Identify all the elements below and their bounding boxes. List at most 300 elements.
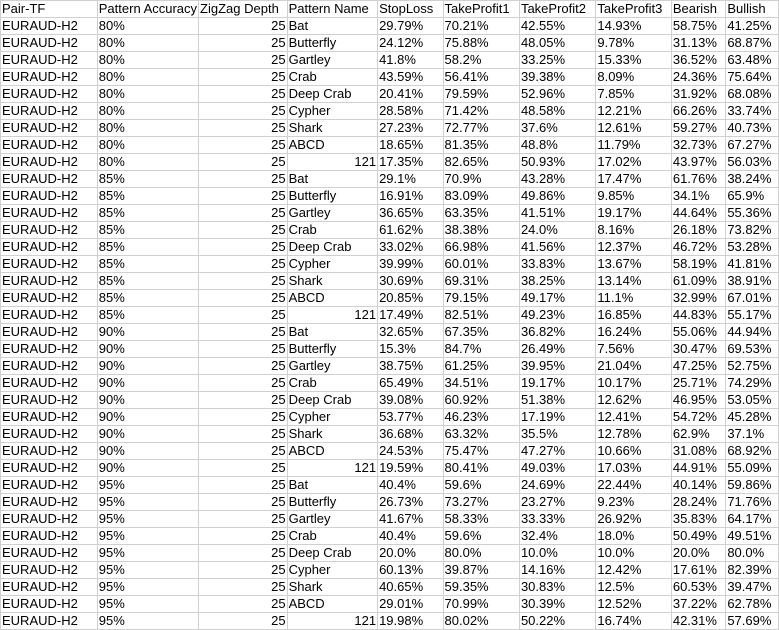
cell-zigzag-depth[interactable]: 25 xyxy=(199,358,288,375)
cell-zigzag-depth[interactable]: 25 xyxy=(199,120,288,137)
cell-zigzag-depth[interactable]: 25 xyxy=(199,103,288,120)
cell-bullish[interactable]: 75.64% xyxy=(726,69,779,86)
header-cell-stoploss[interactable]: StopLoss xyxy=(378,1,443,18)
cell-pattern-accuracy[interactable]: 80% xyxy=(97,103,198,120)
cell-bullish[interactable]: 55.17% xyxy=(726,307,779,324)
cell-pattern-accuracy[interactable]: 95% xyxy=(97,545,198,562)
cell-bearish[interactable]: 42.31% xyxy=(671,613,725,630)
cell-takeprofit1[interactable]: 79.59% xyxy=(443,86,519,103)
cell-takeprofit1[interactable]: 38.38% xyxy=(443,222,519,239)
cell-bullish[interactable]: 41.25% xyxy=(726,18,779,35)
cell-takeprofit2[interactable]: 42.55% xyxy=(519,18,595,35)
cell-takeprofit3[interactable]: 10.66% xyxy=(596,443,671,460)
cell-bearish[interactable]: 32.73% xyxy=(671,137,725,154)
cell-zigzag-depth[interactable]: 25 xyxy=(199,137,288,154)
cell-takeprofit2[interactable]: 14.16% xyxy=(519,562,595,579)
cell-takeprofit1[interactable]: 46.23% xyxy=(443,409,519,426)
cell-stoploss[interactable]: 16.91% xyxy=(378,188,443,205)
cell-bullish[interactable]: 39.47% xyxy=(726,579,779,596)
cell-bearish[interactable]: 35.83% xyxy=(671,511,725,528)
cell-bullish[interactable]: 44.94% xyxy=(726,324,779,341)
cell-pattern-accuracy[interactable]: 85% xyxy=(97,307,198,324)
cell-bullish[interactable]: 69.53% xyxy=(726,341,779,358)
cell-stoploss[interactable]: 29.01% xyxy=(378,596,443,613)
cell-bearish[interactable]: 40.14% xyxy=(671,477,725,494)
cell-pattern-accuracy[interactable]: 95% xyxy=(97,562,198,579)
cell-bearish[interactable]: 20.0% xyxy=(671,545,725,562)
cell-takeprofit2[interactable]: 48.8% xyxy=(519,137,595,154)
cell-zigzag-depth[interactable]: 25 xyxy=(199,579,288,596)
cell-takeprofit3[interactable]: 17.47% xyxy=(596,171,671,188)
cell-takeprofit2[interactable]: 47.27% xyxy=(519,443,595,460)
cell-takeprofit1[interactable]: 75.47% xyxy=(443,443,519,460)
cell-pattern-accuracy[interactable]: 85% xyxy=(97,205,198,222)
cell-stoploss[interactable]: 20.0% xyxy=(378,545,443,562)
cell-takeprofit1[interactable]: 70.99% xyxy=(443,596,519,613)
cell-takeprofit1[interactable]: 67.35% xyxy=(443,324,519,341)
cell-pattern-accuracy[interactable]: 90% xyxy=(97,392,198,409)
cell-takeprofit2[interactable]: 39.95% xyxy=(519,358,595,375)
cell-pattern-name[interactable]: Deep Crab xyxy=(287,392,378,409)
cell-zigzag-depth[interactable]: 25 xyxy=(199,392,288,409)
cell-bearish[interactable]: 58.75% xyxy=(671,18,725,35)
header-cell-bearish[interactable]: Bearish xyxy=(671,1,725,18)
cell-pattern-accuracy[interactable]: 80% xyxy=(97,154,198,171)
cell-takeprofit2[interactable]: 41.56% xyxy=(519,239,595,256)
cell-pair-tf[interactable]: EURAUD-H2 xyxy=(1,392,98,409)
cell-pattern-accuracy[interactable]: 90% xyxy=(97,324,198,341)
cell-stoploss[interactable]: 20.41% xyxy=(378,86,443,103)
cell-pair-tf[interactable]: EURAUD-H2 xyxy=(1,171,98,188)
cell-pair-tf[interactable]: EURAUD-H2 xyxy=(1,52,98,69)
cell-takeprofit3[interactable]: 21.04% xyxy=(596,358,671,375)
cell-zigzag-depth[interactable]: 25 xyxy=(199,35,288,52)
cell-takeprofit3[interactable]: 14.93% xyxy=(596,18,671,35)
cell-takeprofit2[interactable]: 33.83% xyxy=(519,256,595,273)
cell-bearish[interactable]: 61.09% xyxy=(671,273,725,290)
cell-takeprofit3[interactable]: 8.16% xyxy=(596,222,671,239)
cell-zigzag-depth[interactable]: 25 xyxy=(199,154,288,171)
cell-pattern-name[interactable]: Deep Crab xyxy=(287,239,378,256)
cell-takeprofit2[interactable]: 30.83% xyxy=(519,579,595,596)
cell-zigzag-depth[interactable]: 25 xyxy=(199,307,288,324)
cell-pair-tf[interactable]: EURAUD-H2 xyxy=(1,35,98,52)
cell-takeprofit2[interactable]: 33.33% xyxy=(519,511,595,528)
cell-takeprofit3[interactable]: 12.61% xyxy=(596,120,671,137)
cell-stoploss[interactable]: 53.77% xyxy=(378,409,443,426)
cell-stoploss[interactable]: 19.98% xyxy=(378,613,443,630)
cell-takeprofit3[interactable]: 17.03% xyxy=(596,460,671,477)
cell-takeprofit3[interactable]: 12.52% xyxy=(596,596,671,613)
cell-pattern-accuracy[interactable]: 85% xyxy=(97,222,198,239)
cell-takeprofit2[interactable]: 37.6% xyxy=(519,120,595,137)
cell-takeprofit1[interactable]: 81.35% xyxy=(443,137,519,154)
cell-takeprofit1[interactable]: 60.01% xyxy=(443,256,519,273)
cell-takeprofit1[interactable]: 34.51% xyxy=(443,375,519,392)
cell-pattern-accuracy[interactable]: 85% xyxy=(97,290,198,307)
cell-takeprofit2[interactable]: 38.25% xyxy=(519,273,595,290)
cell-takeprofit1[interactable]: 80.41% xyxy=(443,460,519,477)
cell-bullish[interactable]: 65.9% xyxy=(726,188,779,205)
cell-pair-tf[interactable]: EURAUD-H2 xyxy=(1,494,98,511)
cell-stoploss[interactable]: 29.79% xyxy=(378,18,443,35)
cell-bearish[interactable]: 36.52% xyxy=(671,52,725,69)
cell-pattern-accuracy[interactable]: 80% xyxy=(97,69,198,86)
cell-takeprofit2[interactable]: 48.05% xyxy=(519,35,595,52)
cell-pattern-name[interactable]: Crab xyxy=(287,222,378,239)
cell-pattern-name[interactable]: Gartley xyxy=(287,205,378,222)
cell-pattern-name[interactable]: Crab xyxy=(287,375,378,392)
cell-pattern-accuracy[interactable]: 95% xyxy=(97,477,198,494)
cell-stoploss[interactable]: 15.3% xyxy=(378,341,443,358)
cell-takeprofit2[interactable]: 39.38% xyxy=(519,69,595,86)
cell-takeprofit2[interactable]: 36.82% xyxy=(519,324,595,341)
cell-stoploss[interactable]: 33.02% xyxy=(378,239,443,256)
cell-takeprofit1[interactable]: 82.51% xyxy=(443,307,519,324)
cell-bearish[interactable]: 61.76% xyxy=(671,171,725,188)
cell-stoploss[interactable]: 26.73% xyxy=(378,494,443,511)
cell-pair-tf[interactable]: EURAUD-H2 xyxy=(1,477,98,494)
cell-pattern-accuracy[interactable]: 90% xyxy=(97,426,198,443)
cell-takeprofit1[interactable]: 82.65% xyxy=(443,154,519,171)
cell-pair-tf[interactable]: EURAUD-H2 xyxy=(1,426,98,443)
cell-bullish[interactable]: 67.27% xyxy=(726,137,779,154)
cell-bullish[interactable]: 53.28% xyxy=(726,239,779,256)
cell-takeprofit2[interactable]: 24.69% xyxy=(519,477,595,494)
cell-pattern-name[interactable]: Butterfly xyxy=(287,494,378,511)
cell-pair-tf[interactable]: EURAUD-H2 xyxy=(1,545,98,562)
cell-bearish[interactable]: 47.25% xyxy=(671,358,725,375)
cell-pattern-accuracy[interactable]: 95% xyxy=(97,596,198,613)
cell-pattern-name[interactable]: Shark xyxy=(287,120,378,137)
cell-takeprofit1[interactable]: 79.15% xyxy=(443,290,519,307)
cell-takeprofit3[interactable]: 16.74% xyxy=(596,613,671,630)
cell-stoploss[interactable]: 27.23% xyxy=(378,120,443,137)
cell-takeprofit1[interactable]: 39.87% xyxy=(443,562,519,579)
cell-pair-tf[interactable]: EURAUD-H2 xyxy=(1,375,98,392)
cell-takeprofit1[interactable]: 58.33% xyxy=(443,511,519,528)
cell-stoploss[interactable]: 61.62% xyxy=(378,222,443,239)
cell-bullish[interactable]: 49.51% xyxy=(726,528,779,545)
cell-pair-tf[interactable]: EURAUD-H2 xyxy=(1,239,98,256)
cell-pattern-name[interactable]: Bat xyxy=(287,324,378,341)
cell-pattern-accuracy[interactable]: 80% xyxy=(97,18,198,35)
cell-stoploss[interactable]: 41.8% xyxy=(378,52,443,69)
cell-takeprofit2[interactable]: 23.27% xyxy=(519,494,595,511)
cell-zigzag-depth[interactable]: 25 xyxy=(199,613,288,630)
cell-takeprofit1[interactable]: 72.77% xyxy=(443,120,519,137)
cell-bullish[interactable]: 64.17% xyxy=(726,511,779,528)
cell-bearish[interactable]: 25.71% xyxy=(671,375,725,392)
cell-takeprofit3[interactable]: 12.41% xyxy=(596,409,671,426)
cell-stoploss[interactable]: 19.59% xyxy=(378,460,443,477)
cell-pattern-name[interactable]: Shark xyxy=(287,273,378,290)
cell-takeprofit3[interactable]: 26.92% xyxy=(596,511,671,528)
cell-zigzag-depth[interactable]: 25 xyxy=(199,477,288,494)
cell-bullish[interactable]: 59.86% xyxy=(726,477,779,494)
cell-pattern-accuracy[interactable]: 85% xyxy=(97,188,198,205)
cell-takeprofit3[interactable]: 13.67% xyxy=(596,256,671,273)
cell-takeprofit3[interactable]: 16.24% xyxy=(596,324,671,341)
cell-pattern-accuracy[interactable]: 80% xyxy=(97,35,198,52)
cell-bearish[interactable]: 43.97% xyxy=(671,154,725,171)
cell-bearish[interactable]: 31.92% xyxy=(671,86,725,103)
cell-bullish[interactable]: 57.69% xyxy=(726,613,779,630)
cell-pair-tf[interactable]: EURAUD-H2 xyxy=(1,358,98,375)
cell-pair-tf[interactable]: EURAUD-H2 xyxy=(1,222,98,239)
cell-bearish[interactable]: 34.1% xyxy=(671,188,725,205)
cell-bearish[interactable]: 28.24% xyxy=(671,494,725,511)
cell-takeprofit2[interactable]: 51.38% xyxy=(519,392,595,409)
header-cell-zigzag-depth[interactable]: ZigZag Depth xyxy=(199,1,288,18)
cell-pair-tf[interactable]: EURAUD-H2 xyxy=(1,324,98,341)
cell-stoploss[interactable]: 28.58% xyxy=(378,103,443,120)
cell-pattern-name[interactable]: ABCD xyxy=(287,290,378,307)
cell-takeprofit2[interactable]: 17.19% xyxy=(519,409,595,426)
cell-takeprofit1[interactable]: 63.32% xyxy=(443,426,519,443)
cell-takeprofit3[interactable]: 12.78% xyxy=(596,426,671,443)
cell-bearish[interactable]: 55.06% xyxy=(671,324,725,341)
cell-zigzag-depth[interactable]: 25 xyxy=(199,460,288,477)
cell-stoploss[interactable]: 39.99% xyxy=(378,256,443,273)
cell-takeprofit3[interactable]: 9.78% xyxy=(596,35,671,52)
cell-takeprofit1[interactable]: 83.09% xyxy=(443,188,519,205)
cell-stoploss[interactable]: 40.4% xyxy=(378,528,443,545)
cell-pattern-name[interactable]: Gartley xyxy=(287,358,378,375)
cell-takeprofit1[interactable]: 61.25% xyxy=(443,358,519,375)
cell-pattern-name[interactable]: Butterfly xyxy=(287,188,378,205)
cell-takeprofit2[interactable]: 43.28% xyxy=(519,171,595,188)
cell-takeprofit2[interactable]: 49.23% xyxy=(519,307,595,324)
header-cell-takeprofit3[interactable]: TakeProfit3 xyxy=(596,1,671,18)
cell-pattern-name[interactable]: Deep Crab xyxy=(287,86,378,103)
cell-bearish[interactable]: 46.95% xyxy=(671,392,725,409)
cell-takeprofit1[interactable]: 63.35% xyxy=(443,205,519,222)
cell-stoploss[interactable]: 17.49% xyxy=(378,307,443,324)
cell-takeprofit1[interactable]: 70.9% xyxy=(443,171,519,188)
cell-bullish[interactable]: 45.28% xyxy=(726,409,779,426)
cell-pattern-accuracy[interactable]: 90% xyxy=(97,443,198,460)
cell-stoploss[interactable]: 29.1% xyxy=(378,171,443,188)
cell-takeprofit3[interactable]: 12.37% xyxy=(596,239,671,256)
cell-bullish[interactable]: 37.1% xyxy=(726,426,779,443)
cell-zigzag-depth[interactable]: 25 xyxy=(199,188,288,205)
cell-zigzag-depth[interactable]: 25 xyxy=(199,18,288,35)
header-cell-bullish[interactable]: Bullish xyxy=(726,1,779,18)
cell-bullish[interactable]: 63.48% xyxy=(726,52,779,69)
cell-bearish[interactable]: 31.13% xyxy=(671,35,725,52)
cell-bearish[interactable]: 58.19% xyxy=(671,256,725,273)
cell-pattern-name[interactable]: Butterfly xyxy=(287,341,378,358)
cell-takeprofit3[interactable]: 12.42% xyxy=(596,562,671,579)
cell-takeprofit2[interactable]: 52.96% xyxy=(519,86,595,103)
cell-takeprofit2[interactable]: 10.0% xyxy=(519,545,595,562)
cell-takeprofit3[interactable]: 7.85% xyxy=(596,86,671,103)
cell-pair-tf[interactable]: EURAUD-H2 xyxy=(1,307,98,324)
cell-takeprofit3[interactable]: 13.14% xyxy=(596,273,671,290)
cell-bullish[interactable]: 74.29% xyxy=(726,375,779,392)
cell-pattern-accuracy[interactable]: 85% xyxy=(97,273,198,290)
cell-pattern-name[interactable]: 121 xyxy=(287,307,378,324)
cell-pattern-accuracy[interactable]: 85% xyxy=(97,256,198,273)
cell-pattern-name[interactable]: ABCD xyxy=(287,596,378,613)
cell-pair-tf[interactable]: EURAUD-H2 xyxy=(1,137,98,154)
cell-takeprofit2[interactable]: 35.5% xyxy=(519,426,595,443)
cell-stoploss[interactable]: 24.12% xyxy=(378,35,443,52)
cell-takeprofit2[interactable]: 50.93% xyxy=(519,154,595,171)
cell-takeprofit2[interactable]: 19.17% xyxy=(519,375,595,392)
cell-stoploss[interactable]: 38.75% xyxy=(378,358,443,375)
cell-bearish[interactable]: 62.9% xyxy=(671,426,725,443)
cell-takeprofit3[interactable]: 8.09% xyxy=(596,69,671,86)
cell-pattern-accuracy[interactable]: 80% xyxy=(97,52,198,69)
cell-bearish[interactable]: 50.49% xyxy=(671,528,725,545)
cell-bearish[interactable]: 44.83% xyxy=(671,307,725,324)
cell-bearish[interactable]: 66.26% xyxy=(671,103,725,120)
header-cell-pattern-name[interactable]: Pattern Name xyxy=(287,1,378,18)
header-cell-pair-tf[interactable]: Pair-TF xyxy=(1,1,98,18)
cell-stoploss[interactable]: 30.69% xyxy=(378,273,443,290)
cell-bearish[interactable]: 30.47% xyxy=(671,341,725,358)
cell-takeprofit1[interactable]: 80.0% xyxy=(443,545,519,562)
cell-zigzag-depth[interactable]: 25 xyxy=(199,256,288,273)
cell-bearish[interactable]: 24.36% xyxy=(671,69,725,86)
cell-takeprofit3[interactable]: 16.85% xyxy=(596,307,671,324)
cell-bearish[interactable]: 46.72% xyxy=(671,239,725,256)
cell-takeprofit1[interactable]: 60.92% xyxy=(443,392,519,409)
cell-stoploss[interactable]: 41.67% xyxy=(378,511,443,528)
cell-zigzag-depth[interactable]: 25 xyxy=(199,239,288,256)
cell-takeprofit1[interactable]: 70.21% xyxy=(443,18,519,35)
cell-bearish[interactable]: 37.22% xyxy=(671,596,725,613)
cell-pair-tf[interactable]: EURAUD-H2 xyxy=(1,273,98,290)
cell-takeprofit3[interactable]: 12.62% xyxy=(596,392,671,409)
cell-pair-tf[interactable]: EURAUD-H2 xyxy=(1,205,98,222)
cell-bullish[interactable]: 82.39% xyxy=(726,562,779,579)
cell-bullish[interactable]: 38.91% xyxy=(726,273,779,290)
cell-pattern-accuracy[interactable]: 80% xyxy=(97,120,198,137)
cell-pair-tf[interactable]: EURAUD-H2 xyxy=(1,528,98,545)
cell-pair-tf[interactable]: EURAUD-H2 xyxy=(1,18,98,35)
cell-pattern-name[interactable]: Butterfly xyxy=(287,35,378,52)
cell-pair-tf[interactable]: EURAUD-H2 xyxy=(1,290,98,307)
cell-zigzag-depth[interactable]: 25 xyxy=(199,596,288,613)
cell-pattern-accuracy[interactable]: 80% xyxy=(97,137,198,154)
cell-takeprofit1[interactable]: 73.27% xyxy=(443,494,519,511)
cell-pattern-name[interactable]: Cypher xyxy=(287,562,378,579)
cell-takeprofit3[interactable]: 17.02% xyxy=(596,154,671,171)
cell-pattern-name[interactable]: Shark xyxy=(287,579,378,596)
cell-pattern-name[interactable]: Crab xyxy=(287,69,378,86)
cell-bearish[interactable]: 54.72% xyxy=(671,409,725,426)
cell-pair-tf[interactable]: EURAUD-H2 xyxy=(1,596,98,613)
cell-takeprofit2[interactable]: 26.49% xyxy=(519,341,595,358)
cell-takeprofit2[interactable]: 41.51% xyxy=(519,205,595,222)
cell-bullish[interactable]: 68.87% xyxy=(726,35,779,52)
cell-bullish[interactable]: 33.74% xyxy=(726,103,779,120)
cell-takeprofit3[interactable]: 19.17% xyxy=(596,205,671,222)
cell-pattern-name[interactable]: Cypher xyxy=(287,256,378,273)
cell-takeprofit3[interactable]: 7.56% xyxy=(596,341,671,358)
cell-pattern-name[interactable]: 121 xyxy=(287,613,378,630)
cell-takeprofit3[interactable]: 10.17% xyxy=(596,375,671,392)
cell-pattern-accuracy[interactable]: 95% xyxy=(97,579,198,596)
cell-pair-tf[interactable]: EURAUD-H2 xyxy=(1,579,98,596)
cell-zigzag-depth[interactable]: 25 xyxy=(199,511,288,528)
cell-pair-tf[interactable]: EURAUD-H2 xyxy=(1,86,98,103)
cell-zigzag-depth[interactable]: 25 xyxy=(199,494,288,511)
cell-bullish[interactable]: 71.76% xyxy=(726,494,779,511)
cell-stoploss[interactable]: 36.68% xyxy=(378,426,443,443)
cell-bullish[interactable]: 52.75% xyxy=(726,358,779,375)
cell-takeprofit1[interactable]: 59.6% xyxy=(443,477,519,494)
cell-pattern-name[interactable]: Crab xyxy=(287,528,378,545)
cell-bearish[interactable]: 60.53% xyxy=(671,579,725,596)
cell-stoploss[interactable]: 39.08% xyxy=(378,392,443,409)
cell-pattern-accuracy[interactable]: 85% xyxy=(97,239,198,256)
cell-zigzag-depth[interactable]: 25 xyxy=(199,443,288,460)
cell-bullish[interactable]: 68.92% xyxy=(726,443,779,460)
cell-pair-tf[interactable]: EURAUD-H2 xyxy=(1,562,98,579)
cell-pattern-name[interactable]: Gartley xyxy=(287,52,378,69)
cell-pattern-name[interactable]: Cypher xyxy=(287,409,378,426)
cell-pair-tf[interactable]: EURAUD-H2 xyxy=(1,460,98,477)
cell-pattern-accuracy[interactable]: 95% xyxy=(97,494,198,511)
header-cell-pattern-accuracy[interactable]: Pattern Accuracy xyxy=(98,1,198,16)
cell-zigzag-depth[interactable]: 25 xyxy=(199,426,288,443)
cell-stoploss[interactable]: 65.49% xyxy=(378,375,443,392)
cell-pattern-accuracy[interactable]: 90% xyxy=(97,341,198,358)
cell-pair-tf[interactable]: EURAUD-H2 xyxy=(1,341,98,358)
cell-zigzag-depth[interactable]: 25 xyxy=(199,86,288,103)
cell-bullish[interactable]: 73.82% xyxy=(726,222,779,239)
cell-zigzag-depth[interactable]: 25 xyxy=(199,273,288,290)
cell-stoploss[interactable]: 60.13% xyxy=(378,562,443,579)
cell-takeprofit1[interactable]: 59.6% xyxy=(443,528,519,545)
cell-takeprofit3[interactable]: 12.5% xyxy=(596,579,671,596)
cell-bearish[interactable]: 59.27% xyxy=(671,120,725,137)
cell-bullish[interactable]: 56.03% xyxy=(726,154,779,171)
cell-bearish[interactable]: 44.64% xyxy=(671,205,725,222)
cell-bullish[interactable]: 55.36% xyxy=(726,205,779,222)
cell-bullish[interactable]: 62.78% xyxy=(726,596,779,613)
cell-pair-tf[interactable]: EURAUD-H2 xyxy=(1,154,98,171)
cell-takeprofit2[interactable]: 24.0% xyxy=(519,222,595,239)
cell-takeprofit1[interactable]: 66.98% xyxy=(443,239,519,256)
cell-zigzag-depth[interactable]: 25 xyxy=(199,205,288,222)
cell-stoploss[interactable]: 36.65% xyxy=(378,205,443,222)
cell-stoploss[interactable]: 43.59% xyxy=(378,69,443,86)
cell-pattern-name[interactable]: ABCD xyxy=(287,443,378,460)
cell-pattern-accuracy[interactable]: 95% xyxy=(97,528,198,545)
cell-zigzag-depth[interactable]: 25 xyxy=(199,545,288,562)
header-cell-takeprofit1[interactable]: TakeProfit1 xyxy=(443,1,519,18)
cell-zigzag-depth[interactable]: 25 xyxy=(199,324,288,341)
cell-pattern-name[interactable]: Deep Crab xyxy=(287,545,378,562)
cell-bearish[interactable]: 32.99% xyxy=(671,290,725,307)
cell-pair-tf[interactable]: EURAUD-H2 xyxy=(1,256,98,273)
cell-pair-tf[interactable]: EURAUD-H2 xyxy=(1,69,98,86)
cell-bullish[interactable]: 38.24% xyxy=(726,171,779,188)
cell-pattern-name[interactable]: 121 xyxy=(287,154,378,171)
cell-bullish[interactable]: 41.81% xyxy=(726,256,779,273)
cell-pattern-name[interactable]: Bat xyxy=(287,171,378,188)
cell-pair-tf[interactable]: EURAUD-H2 xyxy=(1,188,98,205)
cell-bearish[interactable]: 26.18% xyxy=(671,222,725,239)
cell-bullish[interactable]: 55.09% xyxy=(726,460,779,477)
cell-takeprofit3[interactable]: 11.79% xyxy=(596,137,671,154)
cell-zigzag-depth[interactable]: 25 xyxy=(199,52,288,69)
